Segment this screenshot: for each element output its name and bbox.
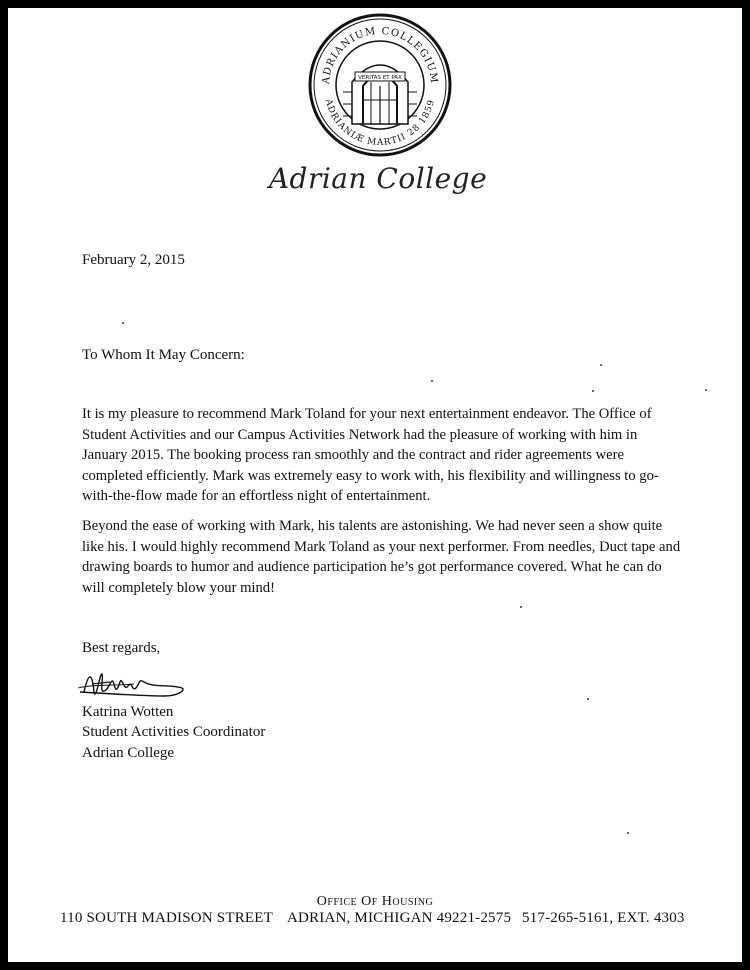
- scan-speck: [122, 322, 124, 324]
- handwritten-signature: [74, 662, 194, 706]
- salutation: To Whom It May Concern:: [82, 347, 245, 363]
- college-wordmark: Adrian College: [268, 162, 488, 195]
- footer-city: ADRIAN, MICHIGAN 49221-2575: [287, 910, 512, 926]
- seal-banner: VERITAS ET PAX: [358, 75, 402, 81]
- scan-speck: [520, 606, 522, 608]
- seal-gate-icon: [343, 65, 417, 124]
- scan-speck: [592, 390, 594, 392]
- seal-text-top: ADRIANIUM COLLEGIUM: [320, 25, 440, 85]
- signer-title: Student Activities Coordinator: [82, 724, 266, 740]
- footer-office: [8, 893, 742, 910]
- letter-date: February 2, 2015: [82, 252, 185, 268]
- seal-text-bottom: ADRIANIÆ MARTII 28 1859: [322, 98, 438, 149]
- body-paragraph-1: It is my pleasure to recommend Mark Toland for your next entertainment endeavor. The Office of Student Activities and our Campus Activities Network had the pleasure of working with him in January 2015. The booking process ran smoothly and the contract and rider agreements were completed efficiently. Mark was extremely easy to work with, his flexibility and willingness to go-with-the-flow made for an effortless night of entertainment.: [82, 406, 659, 504]
- footer-street: 110 SOUTH MADISON STREET: [60, 910, 273, 926]
- college-seal: [307, 12, 453, 158]
- scan-speck: [705, 389, 707, 391]
- scan-speck: [627, 832, 629, 834]
- scan-speck: [600, 364, 602, 366]
- signer-organization: Adrian College: [82, 745, 175, 761]
- scan-speck: [587, 698, 589, 700]
- closing: Best regards,: [82, 640, 161, 656]
- footer-phone: 517-265-5161, EXT. 4303: [522, 910, 685, 926]
- scan-speck: [431, 380, 433, 382]
- footer-office-label: Office Of Housing: [316, 894, 434, 909]
- footer-address: [60, 910, 685, 927]
- signer-name: Katrina Wotten: [82, 704, 174, 720]
- body-paragraph-2: Beyond the ease of working with Mark, his talents are astonishing. We had never seen a show quite like his. I would highly recommend Mark Toland as your next performer. From needles, Duct tape and drawing boards to humor and audience participation he’s got performance covered. What he can do will completely blow your mind!: [82, 518, 681, 596]
- letter-page: [8, 8, 742, 962]
